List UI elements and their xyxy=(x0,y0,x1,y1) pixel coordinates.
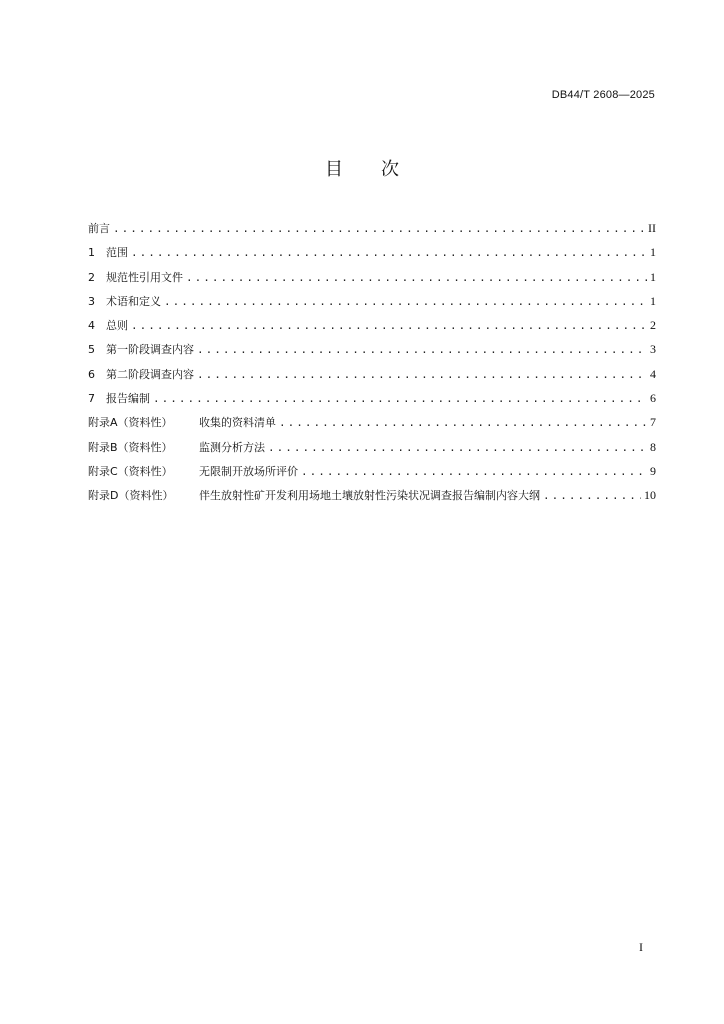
toc-dot-leader xyxy=(164,290,647,314)
toc-entry-title: 术语和定义 xyxy=(106,294,161,308)
toc-entry-page: 1 xyxy=(650,293,656,308)
toc-entry-page: 10 xyxy=(644,488,656,503)
toc-entry-annex-d[interactable] xyxy=(88,483,656,507)
toc-entry-1[interactable] xyxy=(88,240,656,264)
toc-entry-title: 第一阶段调查内容 xyxy=(106,343,194,357)
toc-dot-leader xyxy=(186,266,647,290)
toc-annex-label: 附录D（资料性） xyxy=(88,489,174,503)
toc-entry-5[interactable] xyxy=(88,337,656,361)
page-number: I xyxy=(639,940,643,954)
toc-dot-leader xyxy=(197,338,647,362)
toc-entry-number: 2 xyxy=(88,270,95,284)
toc-entry-page: 4 xyxy=(650,366,656,381)
toc-entry-title: 总则 xyxy=(106,319,128,333)
toc-entry-page: 1 xyxy=(650,245,656,260)
toc-annex-label: 附录B（资料性） xyxy=(88,440,173,454)
toc-entry-number: 4 xyxy=(88,319,95,333)
toc-entry-page: II xyxy=(648,221,656,235)
toc-entry-title: 无限制开放场所评价 xyxy=(199,464,298,478)
toc-title xyxy=(0,155,724,181)
toc-entry-title: 收集的资料清单 xyxy=(199,416,276,430)
toc-dot-leader xyxy=(197,363,647,387)
toc-entry-page: 8 xyxy=(650,439,656,454)
toc-entry-2[interactable] xyxy=(88,265,656,289)
toc-entry-page: 2 xyxy=(650,318,656,333)
table-of-contents xyxy=(88,216,656,508)
toc-annex-label: 附录A（资料性） xyxy=(88,416,173,430)
toc-dot-leader xyxy=(279,411,647,435)
toc-entry-3[interactable] xyxy=(88,289,656,313)
toc-entry-annex-c[interactable] xyxy=(88,459,656,483)
toc-entry-page: 6 xyxy=(650,391,656,406)
toc-title-char-1: 目 xyxy=(325,159,343,180)
toc-entry-title: 伴生放射性矿开发利用场地土壤放射性污染状况调查报告编制内容大纲 xyxy=(199,489,540,503)
toc-entry-number: 6 xyxy=(88,367,95,381)
toc-dot-leader xyxy=(153,387,647,411)
toc-entry-page: 7 xyxy=(650,415,656,430)
toc-entry-page: 1 xyxy=(650,269,656,284)
toc-entry-annex-a[interactable] xyxy=(88,410,656,434)
toc-annex-label: 附录C（资料性） xyxy=(88,464,173,478)
toc-entry-foreword[interactable] xyxy=(88,216,656,240)
toc-entry-number: 3 xyxy=(88,294,95,308)
toc-entry-page: 3 xyxy=(650,342,656,357)
toc-entry-title: 监测分析方法 xyxy=(199,440,265,454)
toc-dot-leader xyxy=(131,241,647,265)
toc-entry-title: 前言 xyxy=(88,222,110,235)
toc-title-char-2: 次 xyxy=(381,159,399,180)
toc-dot-leader xyxy=(543,484,641,508)
toc-dot-leader xyxy=(113,217,645,241)
standard-code: DB44/T 2608—2025 xyxy=(551,89,655,101)
toc-entry-6[interactable] xyxy=(88,362,656,386)
toc-entry-annex-b[interactable] xyxy=(88,435,656,459)
toc-entry-title: 范围 xyxy=(106,246,128,260)
toc-entry-title: 报告编制 xyxy=(106,392,150,406)
toc-entry-page: 9 xyxy=(650,463,656,478)
toc-entry-title: 第二阶段调查内容 xyxy=(106,367,194,381)
toc-entry-number: 7 xyxy=(88,392,95,406)
toc-entry-title: 规范性引用文件 xyxy=(106,270,183,284)
toc-entry-7[interactable] xyxy=(88,386,656,410)
toc-dot-leader xyxy=(131,314,647,338)
toc-dot-leader xyxy=(268,436,647,460)
toc-entry-number: 1 xyxy=(88,246,95,260)
toc-dot-leader xyxy=(301,460,647,484)
toc-entry-4[interactable] xyxy=(88,313,656,337)
toc-entry-number: 5 xyxy=(88,343,95,357)
